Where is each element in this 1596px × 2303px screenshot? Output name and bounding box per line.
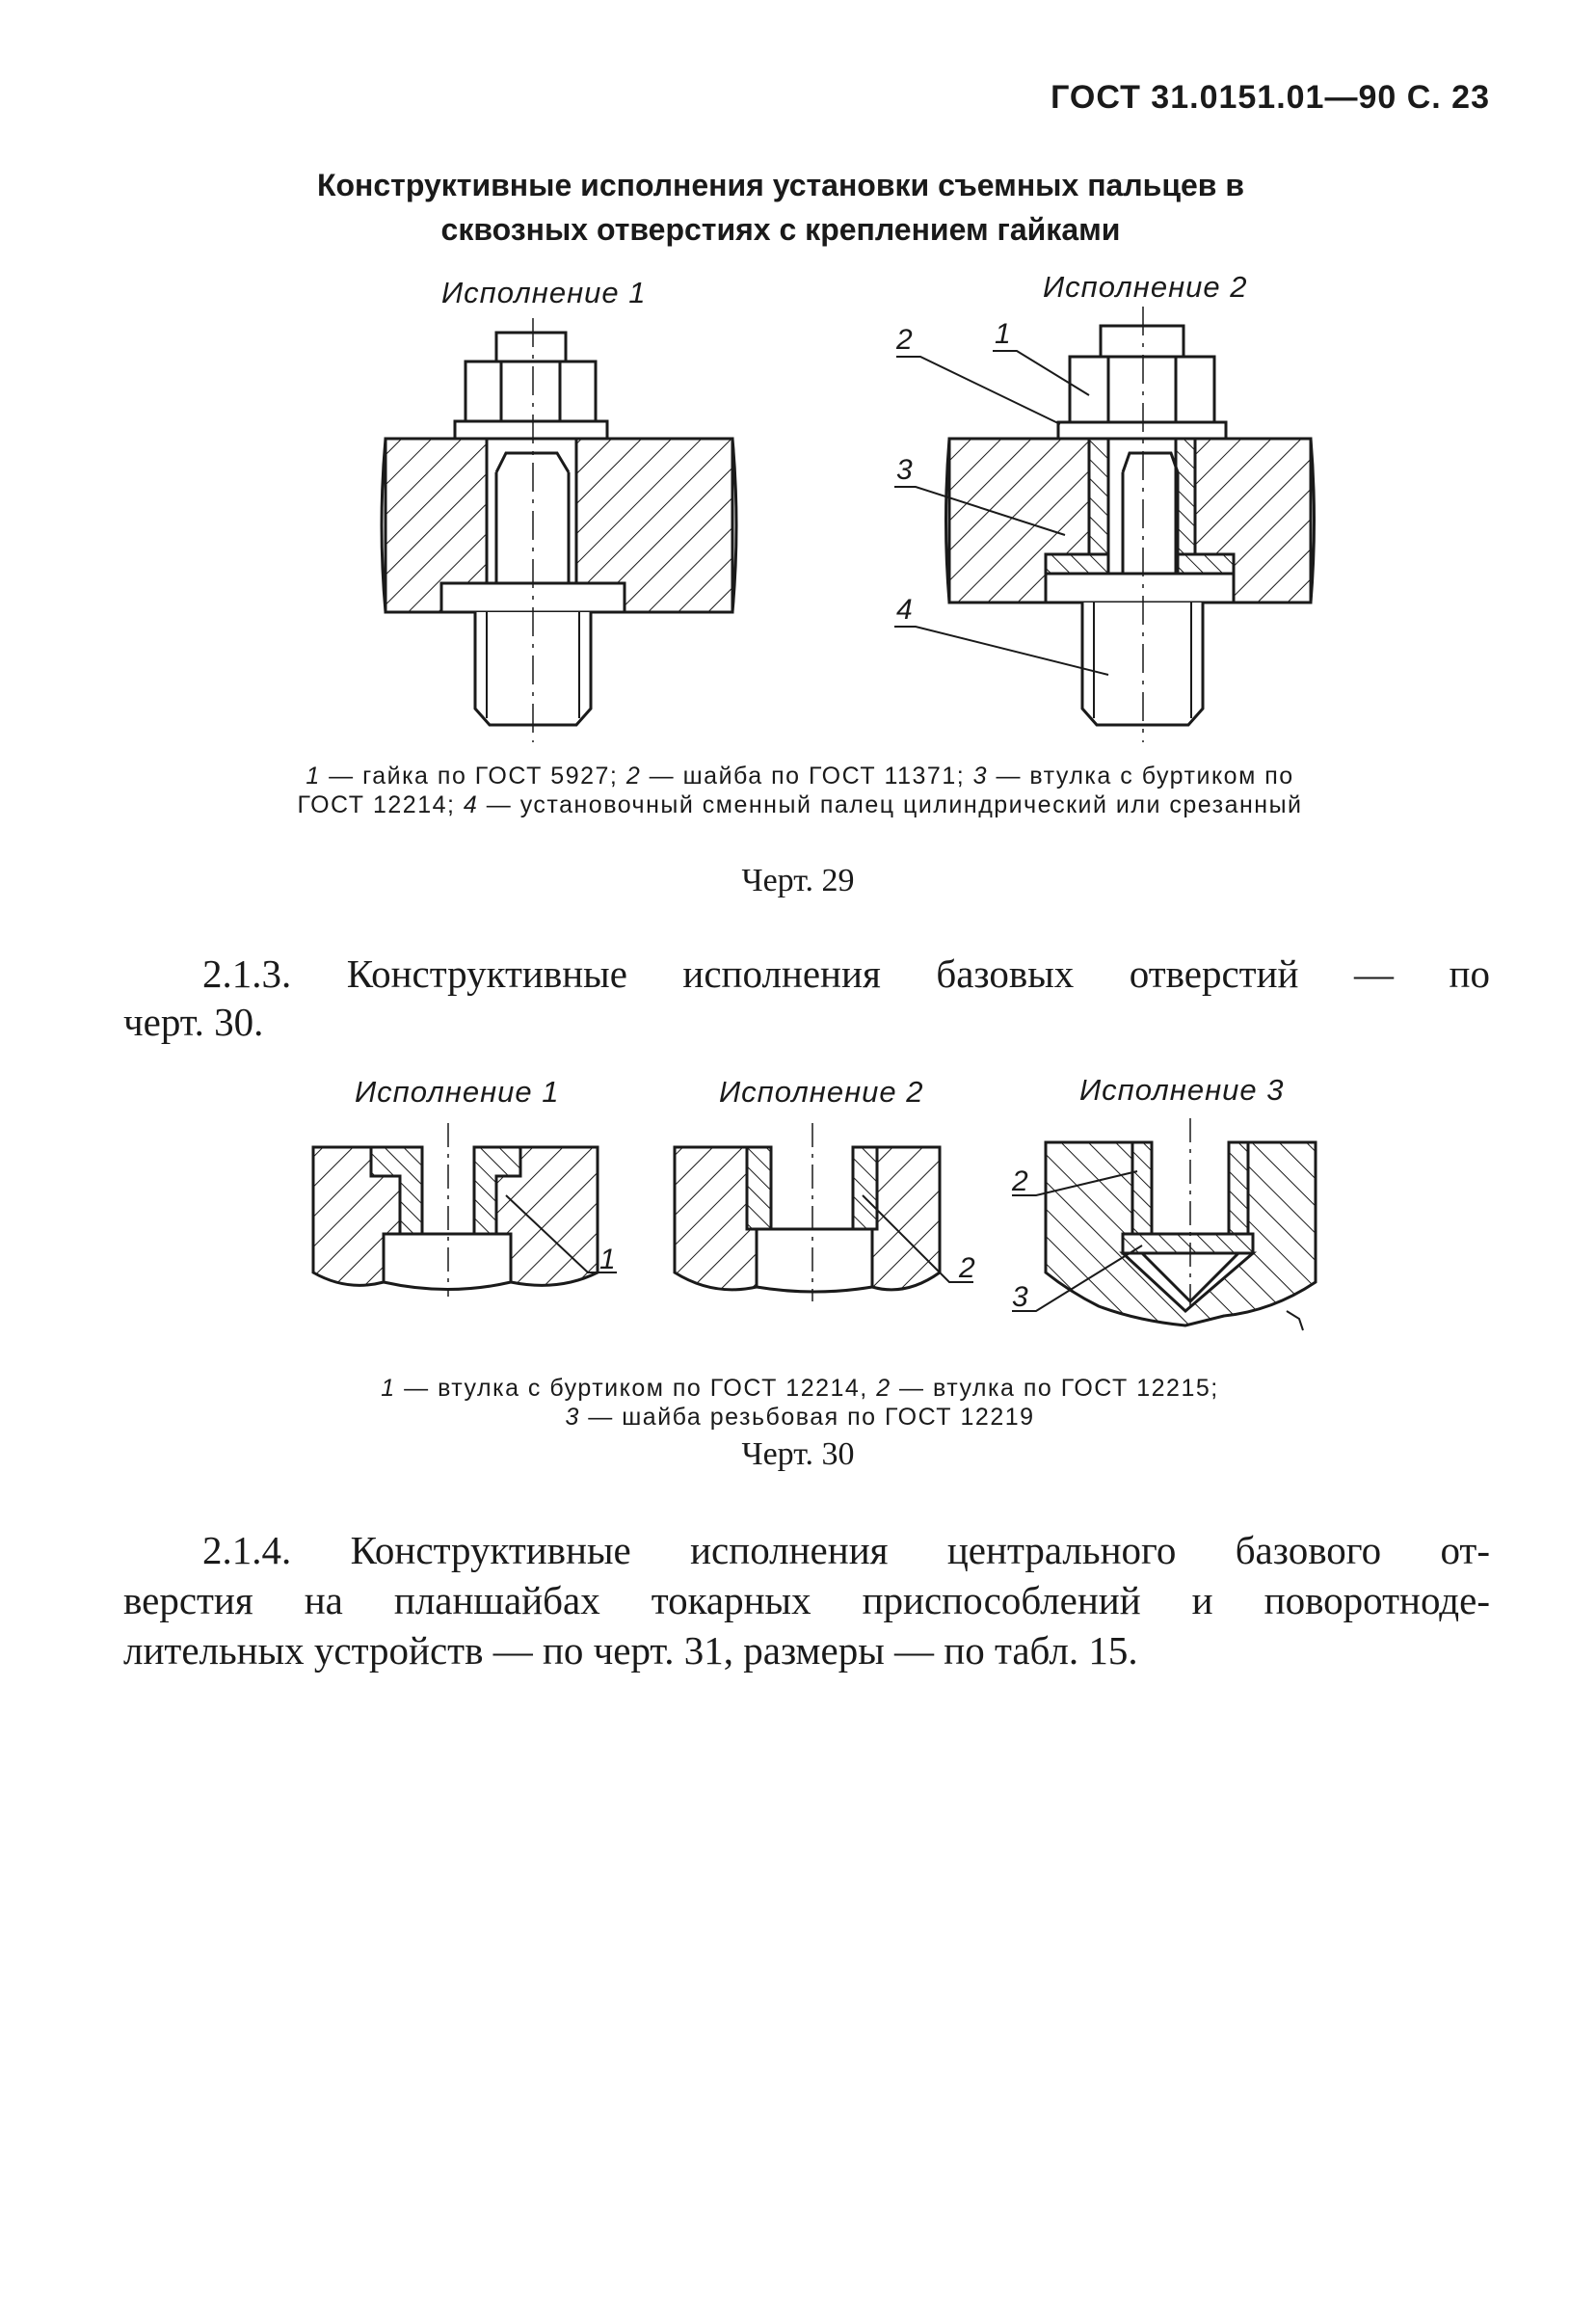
fig29-variant-1-drawing bbox=[382, 318, 736, 742]
para-2-1-4-line-3: лительных устройств — по черт. 31, размеры — по табл. 15. bbox=[123, 1628, 1138, 1673]
fig30-variant-3-callout-3: 3 bbox=[1012, 1281, 1028, 1313]
fig29-callout-1: 1 bbox=[995, 318, 1011, 350]
fig29-variant-2-drawing bbox=[894, 307, 1315, 742]
fig30-variant-3-label: Исполнение 3 bbox=[1079, 1073, 1285, 1107]
section-title-line-1: Конструктивные исполнения установки съемных пальцев в bbox=[316, 168, 1245, 202]
para-2-1-3-line-1: 2.1.3. Конструктивные исполнения базовых отверстий — по bbox=[202, 951, 1490, 996]
para-2-1-4-line-1: 2.1.4. Конструктивные исполнения центрального базового от- bbox=[202, 1528, 1490, 1572]
fig29-variant-2-label: Исполнение 2 bbox=[1043, 270, 1248, 304]
fig30-label: Черт. 30 bbox=[741, 1436, 855, 1472]
para-2-1-4-line-2: верстия на планшайбах токарных приспособлений и поворотноде- bbox=[123, 1578, 1490, 1622]
fig30-variant-3-drawing bbox=[1012, 1118, 1316, 1330]
fig29-callout-2: 2 bbox=[896, 324, 913, 356]
section-title-line-2: сквозных отверстиях с креплением гайками bbox=[440, 212, 1121, 247]
fig29-variant-1-label: Исполнение 1 bbox=[441, 276, 647, 309]
fig30-variant-3-callout-2: 2 bbox=[1012, 1165, 1028, 1197]
fig30-variant-2-drawing bbox=[675, 1123, 973, 1301]
fig30-variant-2-callout-2: 2 bbox=[959, 1252, 975, 1284]
para-2-1-3-line-2: черт. 30. bbox=[123, 1000, 264, 1044]
fig29-caption: 1 — гайка по ГОСТ 5927; 2 — шайба по ГОСТ 11371; 3 — втулка с буртиком по ГОСТ 12214; 4 — установочный сменный палец цилиндрический или срезанный bbox=[297, 763, 1303, 818]
fig29-callout-3: 3 bbox=[896, 454, 913, 486]
fig29-label: Черт. 29 bbox=[741, 863, 855, 898]
fig30-variant-2-label: Исполнение 2 bbox=[719, 1075, 924, 1109]
fig30-variant-1-label: Исполнение 1 bbox=[355, 1075, 560, 1109]
fig30-caption: 1 — втулка с буртиком по ГОСТ 12214, 2 — втулка по ГОСТ 12215; 3 — шайба резьбовая по ГОСТ 12219 bbox=[381, 1375, 1219, 1431]
page-header: ГОСТ 31.0151.01—90 С. 23 bbox=[1051, 79, 1490, 116]
fig30-variant-1-drawing bbox=[313, 1123, 617, 1297]
fig29-callout-4: 4 bbox=[896, 594, 913, 626]
fig30-callout-1: 1 bbox=[599, 1244, 616, 1275]
